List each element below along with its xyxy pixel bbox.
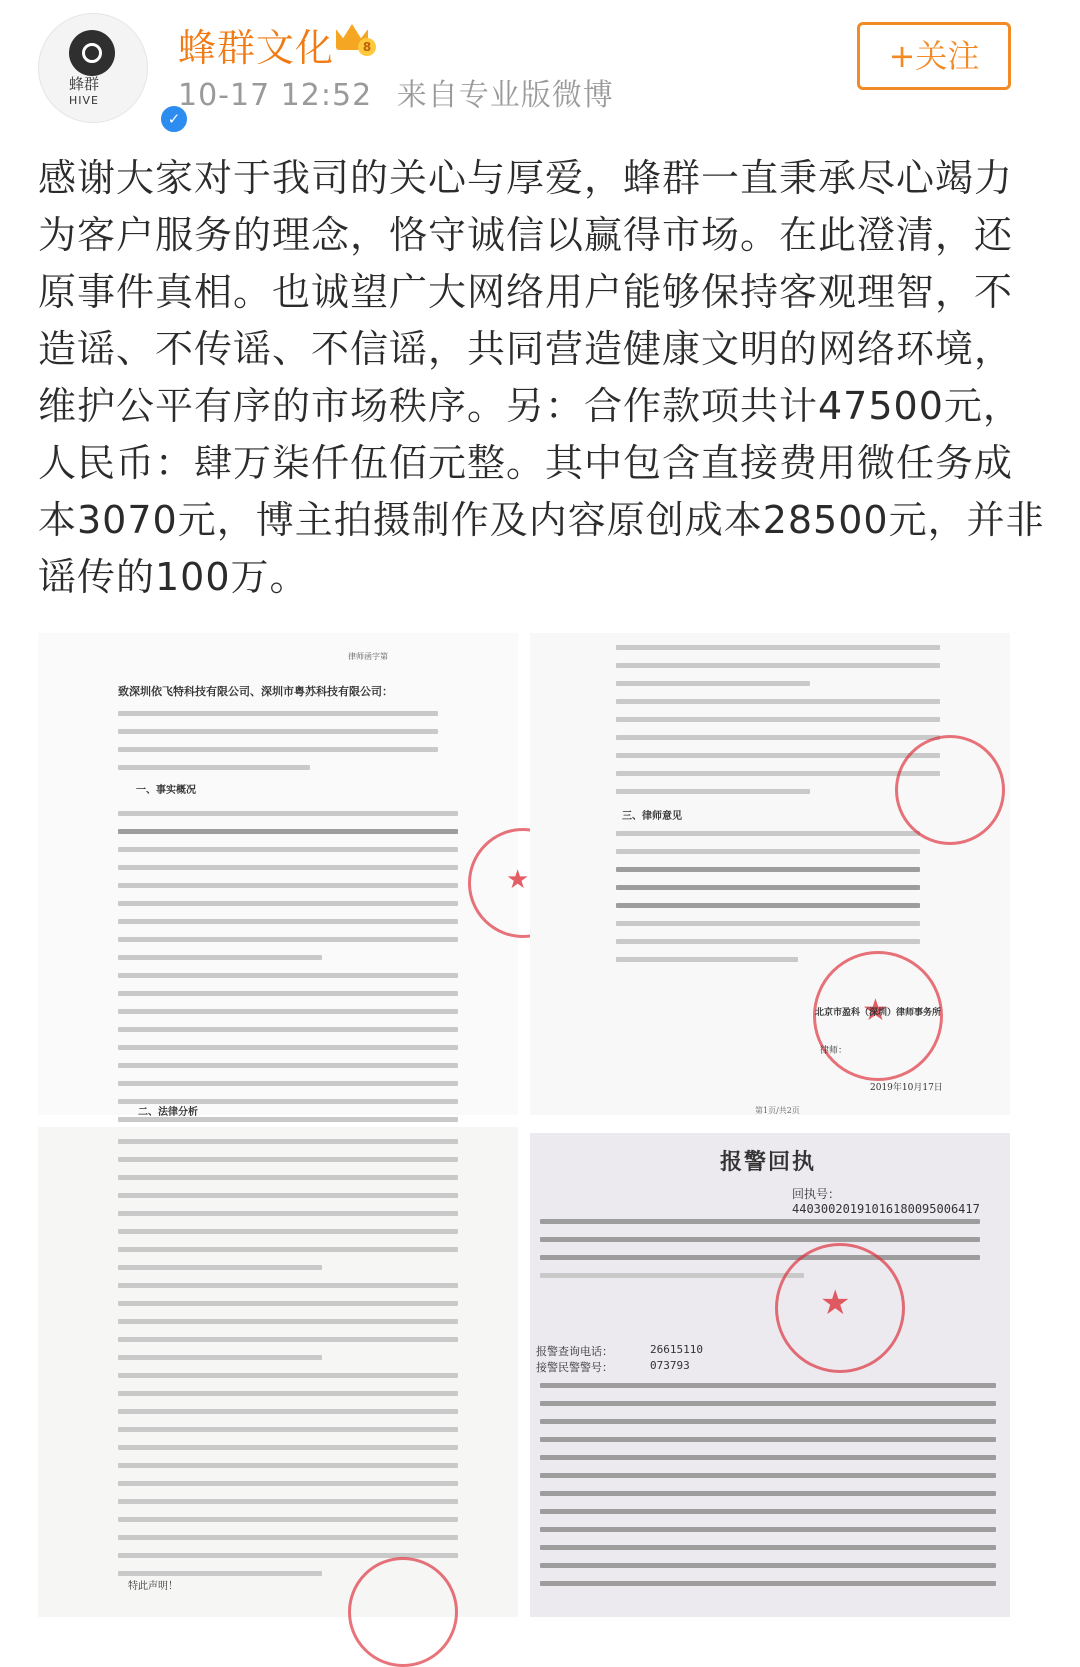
doc-firm: 北京市盈科（深圳）律师事务所 bbox=[815, 1008, 942, 1018]
doc-section-heading: 二、法律分析 bbox=[138, 1107, 198, 1118]
doc-page-number: 第1页/共2页 bbox=[755, 1106, 800, 1115]
vip-level: 8 bbox=[358, 38, 376, 56]
receipt-phone-label: 报警查询电话： bbox=[536, 1345, 613, 1358]
stamp-icon bbox=[895, 735, 1005, 845]
image-statement[interactable] bbox=[38, 1127, 518, 1617]
stamp-star-icon: ★ bbox=[506, 865, 530, 895]
receipt-officer-no: 073793 bbox=[650, 1359, 690, 1372]
doc-section-heading: 一、事实概况 bbox=[136, 785, 196, 796]
doc-date: 2019年10月17日 bbox=[870, 1083, 943, 1093]
doc-section-heading: 三、律师意见 bbox=[622, 811, 682, 822]
post-source: 来自专业版微博 bbox=[396, 78, 614, 113]
stamp-star-icon: ★ bbox=[820, 1283, 851, 1323]
hive-logo-icon bbox=[69, 30, 115, 76]
image-lawyer-letter-page1[interactable] bbox=[38, 633, 530, 1118]
post-text: 感谢大家对于我司的关心与厚爱，蜂群一直秉承尽心竭力为客户服务的理念，恪守诚信以赢得市场。在此澄清，还原事件真相。也诚望广大网络用户能够保持客观理智，不造谣、不传谣、不信谣，共同营造健康文明的网络环境，维护公平有序的市场秩序。另：合作款项共计47500元，人民币：肆万柒仟伍佰元整。其中包含直接费用微任务成本3070元，博主拍摄制作及内容原创成本28500元，并非谣传的100万。 bbox=[38, 156, 1045, 599]
avatar-logo-text: 蜂群 bbox=[69, 75, 100, 93]
receipt-phone: 26615110 bbox=[650, 1343, 703, 1356]
doc-paragraph bbox=[530, 1383, 1010, 1599]
post-meta bbox=[178, 70, 628, 114]
user-name[interactable]: 蜂群文化 bbox=[178, 26, 335, 70]
receipt-title: 报警回执 bbox=[720, 1149, 817, 1175]
follow-button[interactable]: +关注 bbox=[857, 22, 1011, 90]
stamp-star-icon: ★ bbox=[862, 993, 889, 1028]
doc-closing: 特此声明！ bbox=[128, 1581, 178, 1592]
doc-addressee: 致深圳依飞特科技有限公司、深圳市粤苏科技有限公司： bbox=[118, 685, 393, 698]
vip-crown-icon[interactable] bbox=[336, 24, 376, 60]
doc-paragraph bbox=[530, 831, 1010, 975]
avatar-logo-subtext: HIVE bbox=[69, 94, 99, 107]
doc-ref: 律师函字第 bbox=[348, 652, 388, 661]
avatar[interactable] bbox=[38, 13, 181, 128]
image-police-receipt[interactable] bbox=[530, 1133, 1010, 1617]
doc-signature: 律师： bbox=[820, 1046, 848, 1056]
image-lawyer-letter-page2[interactable] bbox=[530, 633, 1010, 1115]
receipt-number: 回执号：44030020191016180095006417 bbox=[792, 1187, 980, 1216]
doc-paragraph bbox=[530, 1219, 1010, 1291]
receipt-officer-label: 接警民警警号： bbox=[536, 1361, 613, 1374]
post-timestamp[interactable]: 10-17 12:52 bbox=[178, 78, 373, 113]
verified-icon: ✓ bbox=[159, 104, 189, 134]
doc-paragraph bbox=[38, 1139, 518, 1589]
doc-paragraph bbox=[38, 811, 518, 1153]
doc-paragraph bbox=[38, 711, 518, 783]
stamp-icon bbox=[348, 1557, 458, 1667]
